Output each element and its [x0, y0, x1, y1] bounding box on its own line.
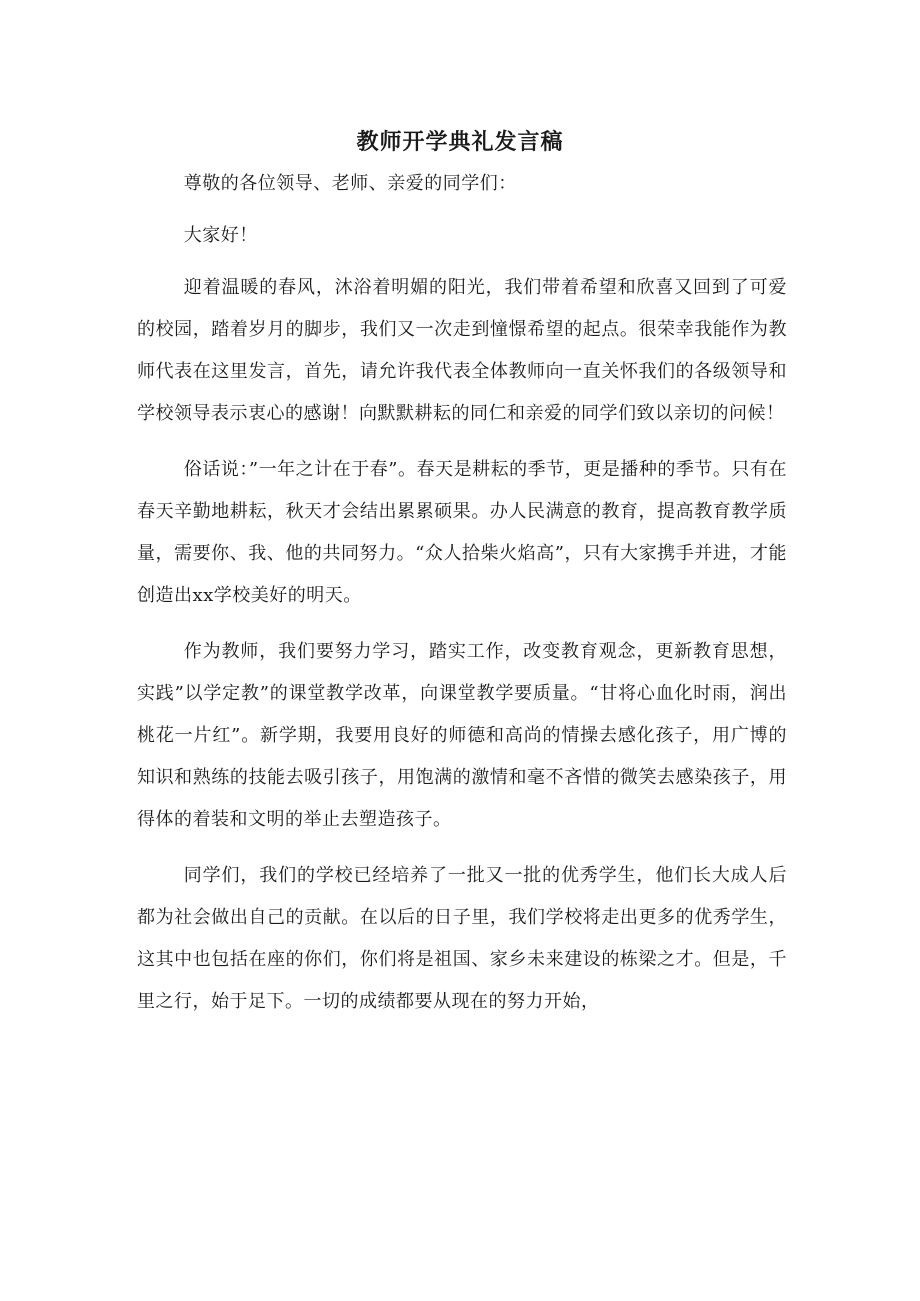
document-body — [137, 163, 787, 1023]
paragraph-4: 同学们，我们的学校已经培养了一批又一批的优秀学生，他们长大成人后都为社会做出自己的贡献。在以后的日子里，我们学校将走出更多的优秀学生，这其中也包括在座的你们，你们将是祖国、家乡未来建设的栋梁之才。但是，千里之行，始于足下。一切的成绩都要从现在的努力开始， — [137, 865, 787, 1012]
greeting: 大家好！ — [183, 225, 258, 246]
document-title: 教师开学典礼发言稿 — [356, 129, 564, 155]
paragraph-2: 俗话说：”一年之计在于春”。春天是耕耘的季节，更是播种的季节。只有在春天辛勤地耕耘，秋天才会结出累累硕果。办人民满意的教育，提高教育教学质量，需要你、我、他的共同努力。“众人拾柴火焰高”，只有大家携手并进，才能创造出xx学校美好的明天。 — [137, 459, 787, 606]
paragraph-3: 作为教师，我们要努力学习，踏实工作，改变教育观念，更新教育思想，实践”以学定教”的课堂教学改革，向课堂教学要质量。“甘将心血化时雨，润出桃花一片红”。新学期，我要用良好的师德和高尚的情操去感化孩子，用广博的知识和熟练的技能去吸引孩子，用饱满的激情和毫不吝惜的微笑去感染孩子，用得体的着装和文明的举止去塑造孩子。 — [137, 641, 787, 830]
paragraph-1: 迎着温暖的春风，沐浴着明媚的阳光，我们带着希望和欣喜又回到了可爱的校园，踏着岁月的脚步，我们又一次走到憧憬希望的起点。很荣幸我能作为教师代表在这里发言，首先，请允许我代表全体教师向一直关怀我们的各级领导和学校领导表示衷心的感谢！向默默耕耘的同仁和亲爱的同学们致以亲切的问候！ — [137, 277, 787, 424]
salutation: 尊敬的各位领导、老师、亲爱的同学们： — [183, 173, 517, 194]
